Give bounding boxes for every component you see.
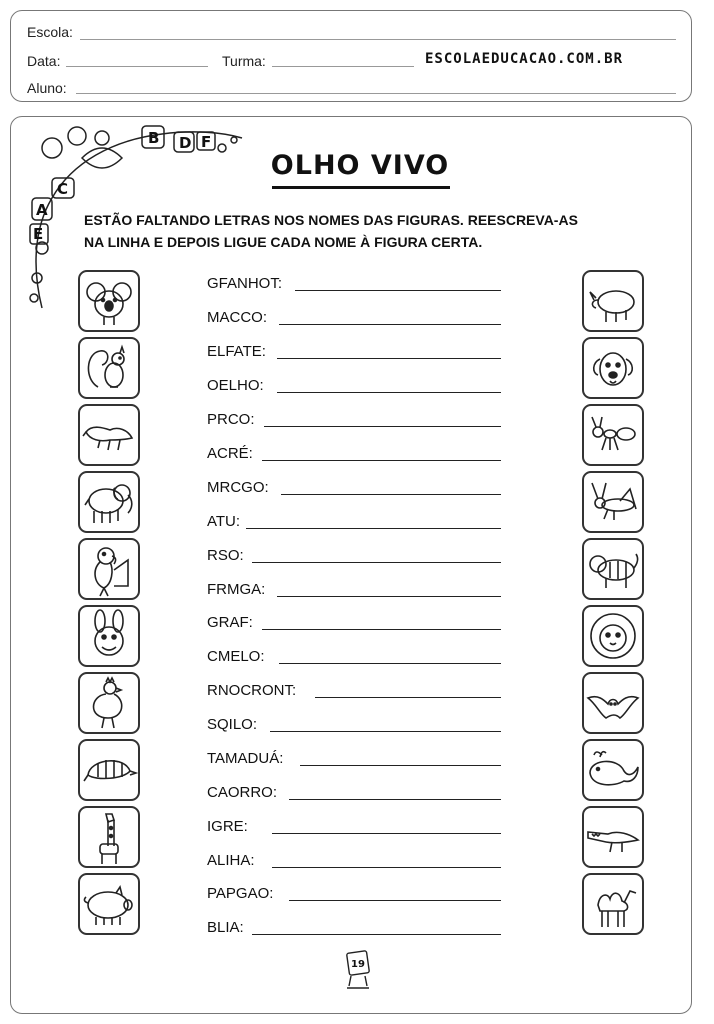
school-label: Escola:: [27, 24, 73, 40]
word-17: IGRE:: [207, 818, 248, 835]
squirrel-icon: [80, 339, 138, 397]
answer-line-16[interactable]: [289, 799, 501, 800]
answer-line-2[interactable]: [279, 324, 501, 325]
picture-card-elephant[interactable]: [78, 471, 140, 533]
rhino-icon: [584, 272, 642, 330]
picture-card-squirrel[interactable]: [78, 337, 140, 399]
word-4: OELHO:: [207, 377, 264, 394]
answer-line-12[interactable]: [279, 663, 501, 664]
answer-line-19[interactable]: [289, 900, 501, 901]
bat-icon: [584, 674, 642, 732]
answer-line-20[interactable]: [252, 934, 501, 935]
svg-text:E: E: [33, 225, 44, 243]
picture-card-pig[interactable]: [78, 873, 140, 935]
answer-line-8[interactable]: [246, 528, 501, 529]
answer-line-13[interactable]: [315, 697, 501, 698]
word-9: RSO:: [207, 547, 244, 564]
answer-line-1[interactable]: [295, 290, 501, 291]
picture-card-anteater[interactable]: [78, 404, 140, 466]
word-18: ALIHA:: [207, 852, 255, 869]
picture-card-armadillo[interactable]: [78, 739, 140, 801]
picture-card-hen[interactable]: [78, 672, 140, 734]
word-8: ATU:: [207, 513, 241, 530]
picture-card-alligator[interactable]: [582, 806, 644, 868]
answer-line-18[interactable]: [272, 867, 501, 868]
date-label: Data:: [27, 53, 61, 69]
title-underline: [272, 186, 450, 189]
instruction-line-1: ESTÃO FALTANDO LETRAS NOS NOMES DAS FIGURAS. REESCREVA-AS: [84, 212, 578, 228]
answer-line-10[interactable]: [277, 596, 501, 597]
svg-text:C: C: [57, 180, 69, 198]
page-number: 19: [351, 959, 365, 970]
word-10: FRMGA:: [207, 581, 266, 598]
answer-line-9[interactable]: [252, 562, 501, 563]
answer-line-5[interactable]: [264, 426, 501, 427]
page-title: OLHO VIVO: [270, 150, 450, 181]
svg-text:F: F: [201, 133, 212, 151]
pig-icon: [80, 875, 138, 933]
picture-card-giraffe[interactable]: [78, 806, 140, 868]
armadillo-icon: [80, 741, 138, 799]
picture-card-camel[interactable]: [582, 873, 644, 935]
dog-icon: [584, 339, 642, 397]
rabbit-icon: [80, 607, 138, 665]
answer-line-15[interactable]: [300, 765, 501, 766]
picture-card-tiger[interactable]: [582, 538, 644, 600]
word-1: GFANHOT:: [207, 275, 283, 292]
ant-icon: [584, 406, 642, 464]
svg-text:B: B: [148, 129, 160, 147]
answer-line-3[interactable]: [277, 358, 501, 359]
hen-icon: [80, 674, 138, 732]
alligator-icon: [584, 808, 642, 866]
student-label: Aluno:: [27, 80, 67, 96]
word-16: CAORRO:: [207, 784, 278, 801]
school-field[interactable]: [80, 39, 676, 40]
answer-line-14[interactable]: [270, 731, 501, 732]
picture-card-rabbit[interactable]: [78, 605, 140, 667]
elephant-icon: [80, 473, 138, 531]
word-14: SQILO:: [207, 716, 258, 733]
word-19: PAPGAO:: [207, 885, 274, 902]
date-field[interactable]: [66, 66, 208, 67]
koala-icon: [80, 272, 138, 330]
picture-card-grasshopper[interactable]: [582, 471, 644, 533]
instruction-line-2: NA LINHA E DEPOIS LIGUE CADA NOME À FIGURA CERTA.: [84, 234, 483, 250]
answer-line-17[interactable]: [272, 833, 501, 834]
picture-card-dog[interactable]: [582, 337, 644, 399]
tiger-icon: [584, 540, 642, 598]
word-13: RNOCRONT:: [207, 682, 297, 699]
class-label: Turma:: [222, 53, 266, 69]
answer-line-4[interactable]: [277, 392, 501, 393]
word-3: ELFATE:: [207, 343, 266, 360]
word-5: PRCO:: [207, 411, 255, 428]
parrot-icon: [80, 540, 138, 598]
picture-card-bat[interactable]: [582, 672, 644, 734]
answer-line-6[interactable]: [262, 460, 501, 461]
svg-text:D: D: [179, 134, 192, 152]
answer-line-7[interactable]: [281, 494, 501, 495]
svg-text:A: A: [36, 201, 48, 219]
word-15: TAMADUÁ:: [207, 750, 284, 767]
picture-card-koala[interactable]: [78, 270, 140, 332]
word-12: CMELO:: [207, 648, 265, 665]
picture-card-rhino[interactable]: [582, 270, 644, 332]
grasshopper-icon: [584, 473, 642, 531]
picture-card-parrot[interactable]: [78, 538, 140, 600]
word-7: MRCGO:: [207, 479, 269, 496]
site-url: ESCOLAEDUCACAO.COM.BR: [425, 51, 624, 67]
picture-card-ant[interactable]: [582, 404, 644, 466]
lion-icon: [584, 607, 642, 665]
word-2: MACCO:: [207, 309, 267, 326]
word-20: BLIA:: [207, 919, 244, 936]
answer-line-11[interactable]: [262, 629, 501, 630]
page-number-badge: [341, 946, 375, 992]
giraffe-icon: [80, 808, 138, 866]
student-field[interactable]: [76, 93, 676, 94]
picture-card-lion[interactable]: [582, 605, 644, 667]
word-6: ACRÉ:: [207, 445, 253, 462]
picture-card-whale[interactable]: [582, 739, 644, 801]
class-field[interactable]: [272, 66, 414, 67]
camel-icon: [584, 875, 642, 933]
whale-icon: [584, 741, 642, 799]
anteater-icon: [80, 406, 138, 464]
word-11: GRAF:: [207, 614, 253, 631]
